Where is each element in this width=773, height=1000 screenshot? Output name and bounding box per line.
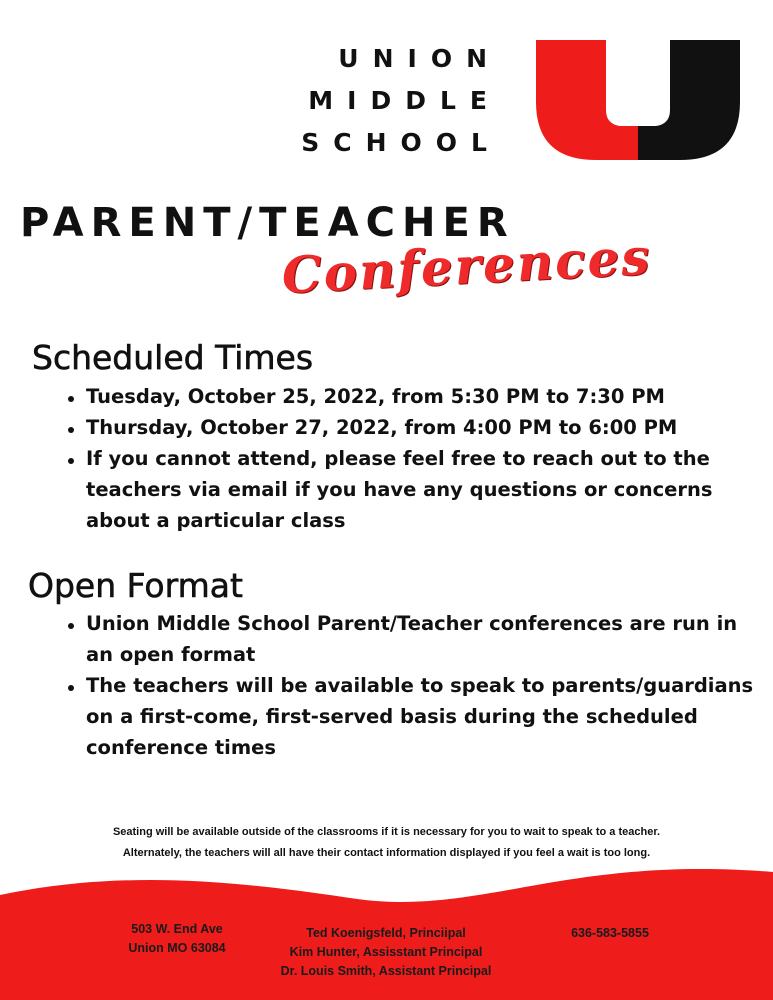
list-item: Union Middle School Parent/Teacher conferences are run in an open format — [66, 608, 766, 670]
footer-staff-assistant-1: Kim Hunter, Assisstant Principal — [289, 945, 483, 959]
list-item: If you cannot attend, please feel free to reach out to the teachers via email if you have any questions or concerns about a particular class — [66, 443, 746, 536]
list-item: The teachers will be available to speak to parents/guardians on a first-come, first-served basis during the scheduled conference times — [66, 670, 766, 763]
footer-address-line-2: Union MO 63084 — [128, 941, 226, 955]
seating-note-line-1: Seating will be available outside of the classrooms if it is necessary for you to wait to speak to a teacher. — [112, 826, 661, 838]
school-name-line-3: SCHOOL — [301, 128, 501, 157]
footer-staff — [240, 924, 532, 981]
footer-staff-assistant-2: Dr. Louis Smith, Assistant Principal — [280, 964, 492, 978]
open-format-list — [66, 608, 766, 763]
footer-staff-principal: Ted Koenigsfeld, Princiipal — [306, 926, 466, 940]
scheduled-times-heading: Scheduled Times — [32, 338, 314, 377]
scheduled-times-list — [66, 381, 746, 536]
school-logo-u — [536, 40, 740, 160]
title-conferences: Conferences — [280, 226, 653, 305]
footer-address — [92, 920, 262, 958]
seating-note — [0, 822, 773, 864]
footer-phone: 636-583-5855 — [571, 926, 649, 940]
list-item: Tuesday, October 25, 2022, from 5:30 PM to 7:30 PM — [66, 381, 746, 412]
seating-note-line-2: Alternately, the teachers will all have their contact information displayed if you feel a wait is too long. — [122, 847, 651, 859]
logo-red-half — [536, 40, 638, 160]
open-format-heading: Open Format — [28, 566, 243, 605]
title-parent-teacher: PARENT/TEACHER — [20, 200, 515, 246]
list-item: Thursday, October 27, 2022, from 4:00 PM to 6:00 PM — [66, 412, 746, 443]
logo-black-half — [638, 40, 740, 160]
school-name — [301, 38, 501, 164]
school-name-line-1: UNION — [338, 44, 501, 73]
footer-address-line-1: 503 W. End Ave — [131, 922, 223, 936]
school-name-line-2: MIDDLE — [308, 86, 501, 115]
